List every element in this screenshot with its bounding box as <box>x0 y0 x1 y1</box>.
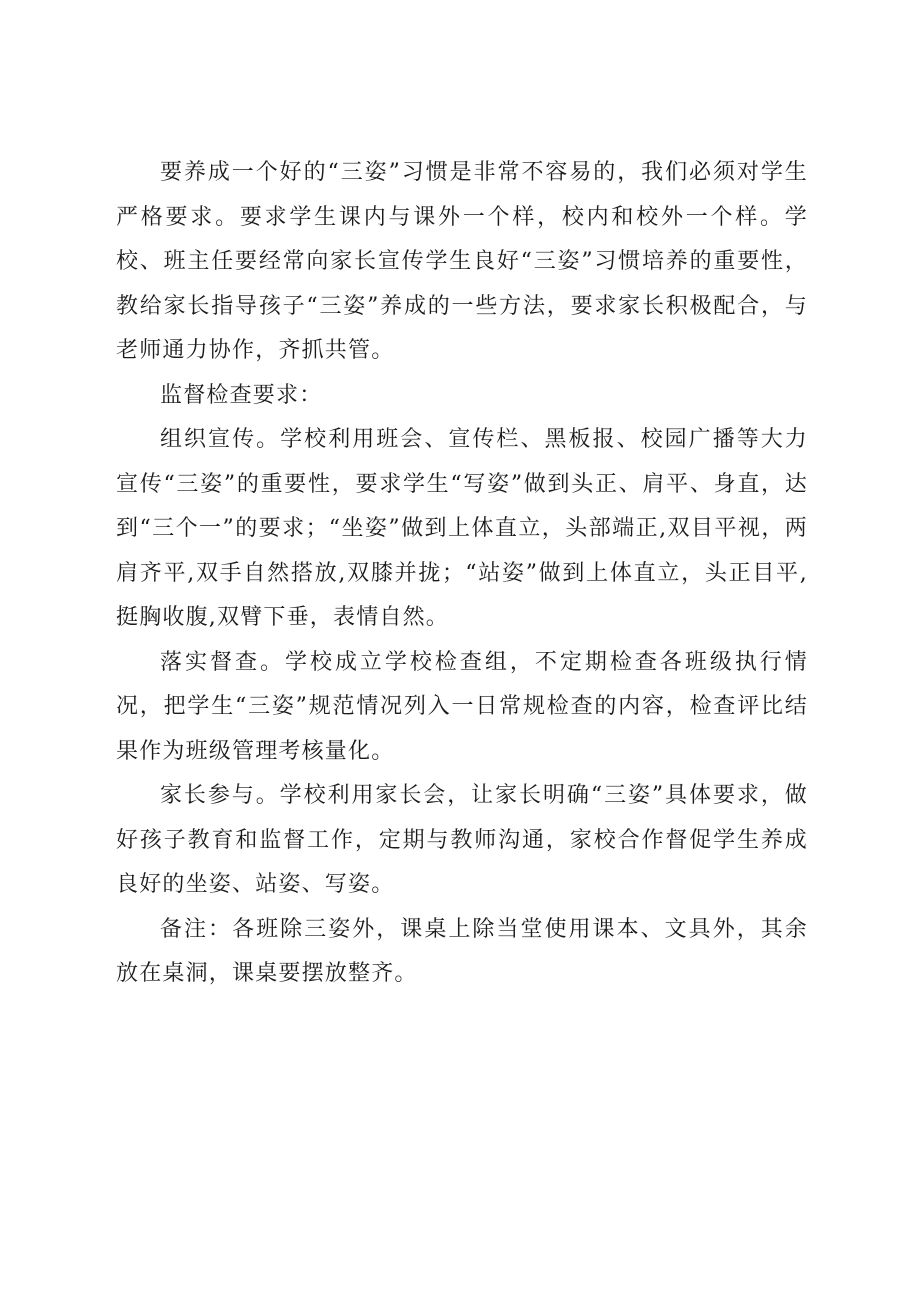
document-body <box>116 151 808 997</box>
paragraph-parents: 家长参与。学校利用家长会，让家长明确“三姿”具体要求，做好孩子教育和监督工作，定期与教师沟通，家校合作督促学生养成良好的坐姿、站姿、写姿。 <box>116 783 808 897</box>
paragraph-note: 备注：各班除三姿外，课桌上除当堂使用课本、文具外，其余放在桌洞，课桌要摆放整齐。 <box>116 916 808 986</box>
paragraph-heading-supervision: 监督检查要求： <box>160 382 323 408</box>
paragraph-inspection: 落实督查。学校成立学校检查组，不定期检查各班级执行情况，把学生“三姿”规范情况列入一日常规检查的内容，检查评比结果作为班级管理考核量化。 <box>116 649 808 764</box>
paragraph-intro: 要养成一个好的“三姿”习惯是非常不容易的，我们必须对学生严格要求。要求学生课内与课外一个样，校内和校外一个样。学校、班主任要经常向家长宣传学生良好“三姿”习惯培养的重要性，教给家长指导孩子“三姿”养成的一些方法，要求家长积极配合，与老师通力协作，齐抓共管。 <box>116 160 808 363</box>
paragraph-publicity: 组织宣传。学校利用班会、宣传栏、黑板报、校园广播等大力宣传“三姿”的重要性，要求学生“写姿”做到头正、肩平、身直，达到“三个一”的要求；“坐姿”做到上体直立，头部端正,双目平视，两肩齐平,双手自然搭放,双膝并拢；“站姿”做到上体直立，头正目平,挺胸收腹,双臂下垂，表情自然。 <box>116 427 808 630</box>
